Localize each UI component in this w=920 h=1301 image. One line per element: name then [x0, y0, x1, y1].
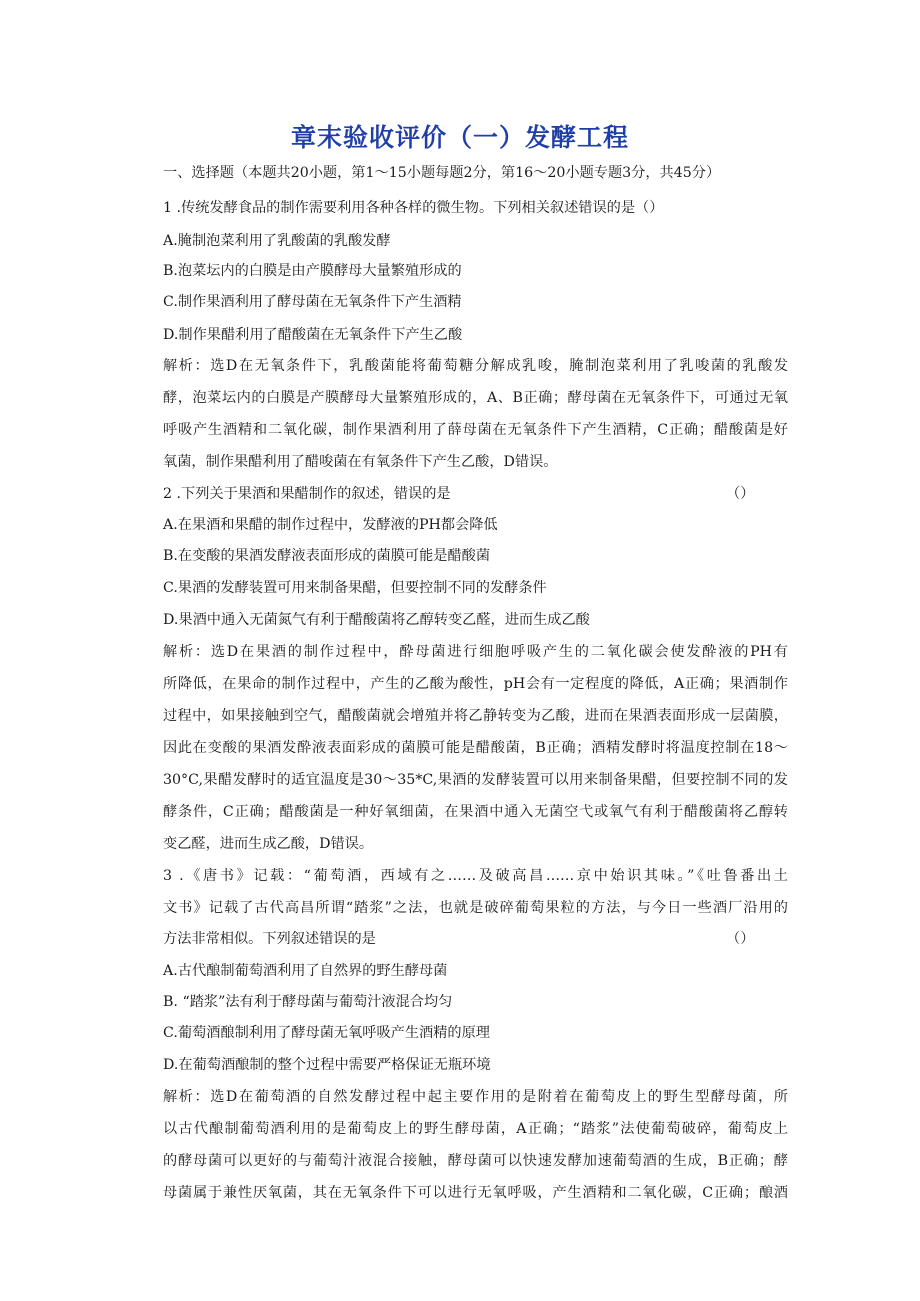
question-2-option-a: A.在果酒和果醋的制作过程中，发酵液的PH都会降低 — [163, 517, 498, 533]
question-1-option-a: A.腌制泡菜利用了乳酸菌的乳酸发酵 — [163, 233, 391, 249]
question-3-answer-paren: （） — [726, 931, 755, 947]
question-1-stem: 1 .传统发酵食品的制作需要利用各种各样的微生物。下列相关叙述错误的是（） — [163, 200, 664, 216]
question-3-analysis-line: 母菌属于兼性厌氧菌，其在无氧条件下可以进行无氧呼吸，产生酒精和二氧化碳，C正确；酿酒 — [163, 1185, 788, 1201]
question-2-analysis-line: 解析：选D在果酒的制作过程中，酔母菌进行细胞呼吸产生的二氧化碳会使发酔液的PH有 — [163, 644, 788, 660]
question-3-option-b: B. “踏浆”法有利于酵母菌与葡萄汁液混合均匀 — [163, 994, 453, 1010]
question-2-analysis-line: 变乙醛，进而生成乙酸，D错误。 — [163, 836, 374, 852]
question-3-stem-line: 文书》记载了古代高昌所谓“踏浆”之法，也就是破碎葡萄果粒的方法，与今日一些酒厂沿用的 — [163, 900, 788, 916]
question-3-analysis-line: 以古代酿制葡萄酒利用的是葡萄皮上的野生酵母菌，A正确；“踏浆”法使葡萄破碎，葡萄皮上 — [163, 1121, 788, 1137]
question-3-stem-line: 3 .《唐书》记载：“葡萄酒，西域有之……及破高昌……京中始识其味。”《吐鲁番出土 — [163, 868, 788, 884]
question-3-analysis-line: 解析：选D在葡萄酒的自然发酵过程中起主要作用的是附着在葡萄皮上的野生型酵母菌，所 — [163, 1089, 788, 1105]
question-3-option-a: A.古代酿制葡萄酒利用了自然界的野生酵母菌 — [163, 963, 448, 979]
question-2-option-d: D.果酒中通入无菌氮气有利于醋酸菌将乙醇转变乙醛，进而生成乙酸 — [163, 612, 590, 628]
page-title: 章末验收评价（一）发酵工程 — [290, 123, 629, 152]
question-2-analysis-line: 过程中，如果接触到空气，醋酸菌就会增殖并将乙静转变为乙酸，进而在果酒表面形成一层菌膜， — [163, 708, 788, 724]
question-1-option-d: D.制作果醋利用了醋酸菌在无氧条件下产生乙酸 — [163, 327, 463, 343]
question-2-analysis-line: 因此在变酸的果酒发酔液表面彩成的菌膜可能是醋酸菌，B正确；酒精发酵时将温度控制在18～ — [163, 740, 788, 756]
question-1-option-c: C.制作果酒利用了酵母菌在无氧条件下产生酒精 — [163, 294, 462, 310]
question-3-analysis-line: 的酵母菌可以更好的与葡萄汁液混合接触，酵母菌可以快速发酵加速葡萄酒的生成，B正确；酵 — [163, 1153, 788, 1169]
question-1-analysis-line: 酵，泡菜坛内的白膜是产膜酵母大量繁殖形成的，A、B正确；酵母菌在无氧条件下，可通过无氧 — [163, 390, 788, 406]
question-2-analysis-line: 所降低，在果命的制作过程中，产生的乙酸为酸性，pH会有一定程度的降低，A正确；果酒制作 — [163, 676, 788, 692]
question-2-analysis-line: 30°C,果醋发酵时的适宜温度是30～35*C,果酒的发酵装置可以用来制备果醋，但要控制不同的发 — [163, 772, 788, 788]
question-3-option-d: D.在葡萄酒酿制的整个过程中需要严格保证无瓶环境 — [163, 1057, 491, 1073]
question-1-analysis-line: 呼吸产生酒精和二氧化碳，制作果酒利用了薛母菌在无氧条件下产生酒精，C正确；醋酸菌是好 — [163, 422, 788, 438]
question-1-analysis-line: 解析：选D在无氧条件下，乳酸菌能将葡萄糖分解成乳唆，腌制泡菜利用了乳唆菌的乳酸发 — [163, 358, 788, 374]
question-3-stem-line: 方法非常相似。下列叙述错误的是 — [163, 931, 376, 947]
section-header: 一、选择题（本题共20小题，第1～15小题每题2分，第16～20小题专题3分，共45分） — [163, 165, 721, 181]
question-1-option-b: B.泡菜坛内的白膜是由产膜酵母大量繁殖形成的 — [163, 263, 462, 279]
question-2-option-b: B.在变酸的果酒发酵液表面形成的菌膜可能是醋酸菌 — [163, 548, 491, 564]
question-2-option-c: C.果酒的发酵装置可用来制备果醋，但要控制不同的发酵条件 — [163, 580, 547, 596]
question-2-analysis-line: 酵条件，C正确；醋酸菌是一种好氧细菌，在果酒中通入无菌空弋或氧气有利于醋酸菌将乙醇转 — [163, 804, 788, 820]
question-3-option-c: C.葡萄酒酿制利用了酵母菌无氧呼吸产生酒精的原理 — [163, 1025, 490, 1041]
question-2-stem: 2 .下列关于果酒和果醋制作的叙述，错误的是 — [163, 486, 451, 502]
question-2-answer-paren: （） — [726, 486, 755, 502]
question-1-analysis-line: 氧菌，制作果醋利用了醋唆菌在有氧条件下产生乙酸，D错误。 — [163, 454, 558, 470]
